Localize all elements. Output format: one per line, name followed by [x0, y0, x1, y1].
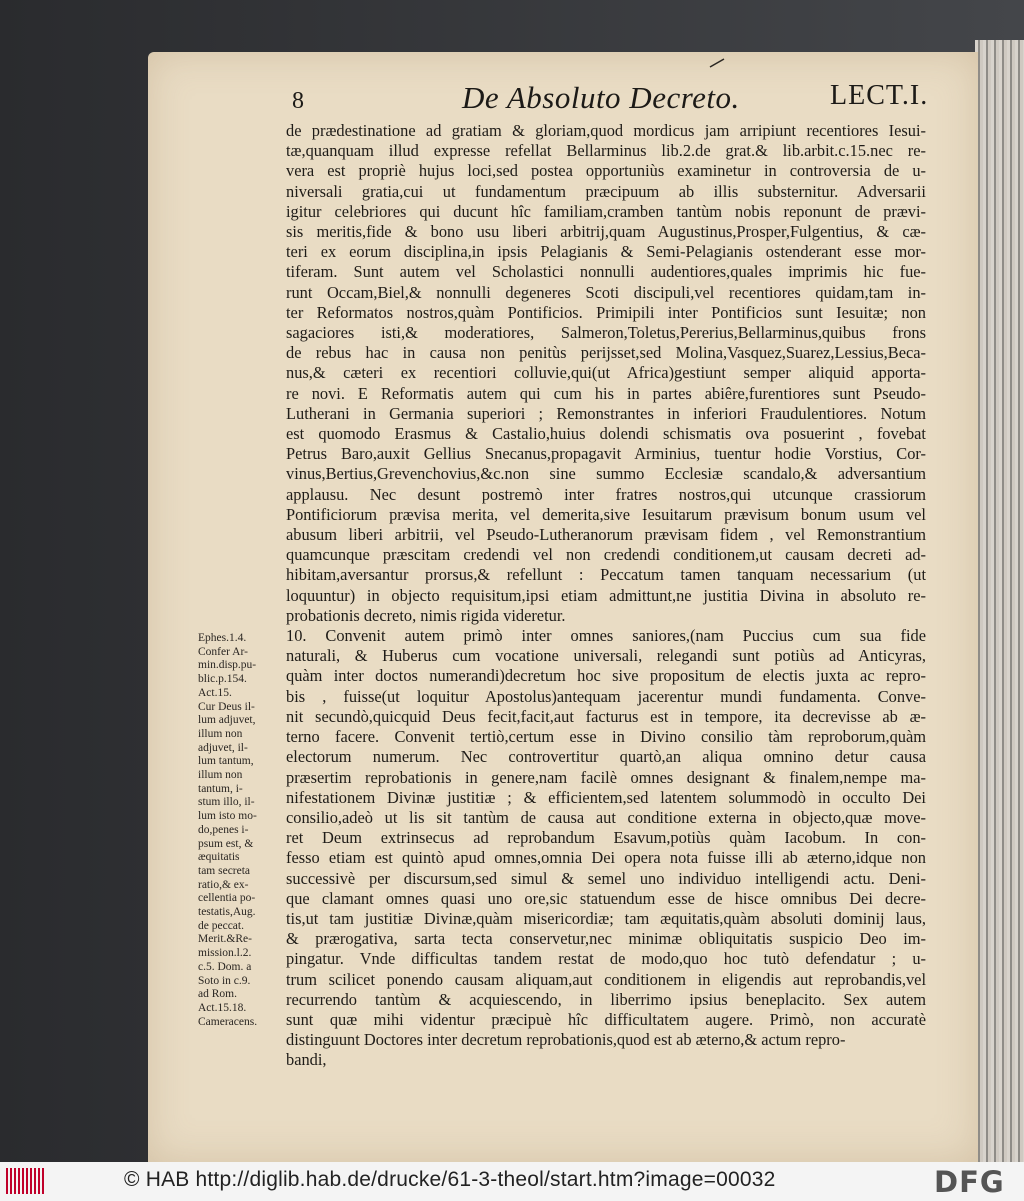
text-line: naturali, & Huberus cum vocatione universali, relegandi sunt potiùs ad Anticyras,	[286, 646, 926, 666]
margin-note-line: mission.l.2.	[198, 947, 252, 960]
text-line: sis meritis,fide & bono usu liberi arbitrij,quam Augustinus,Prosper,Fulgentius, & cæ-	[286, 222, 926, 242]
ink-mark	[708, 58, 726, 68]
margin-note-line: stum illo, il-	[198, 796, 255, 809]
margin-notes	[198, 632, 280, 1029]
text-line: Lutherani in Germania superiori ; Remonstrantes in inferiori Fraudulentiores. Notum	[286, 403, 926, 423]
text-line: tis,ut tam justitiæ Divinæ,quàm misericordiæ; tam æquitatis,quàm absoluti dominij laus,	[286, 908, 926, 928]
margin-note-line: ratio,& ex-	[198, 878, 249, 891]
text-line: quamcunque præscitam credendi vel non credendi conditionem,ut causam decreti ad-	[286, 545, 926, 565]
text-line: nifestationem Divinæ justitiæ ; & efficientem,sed latentem solummodò in occulto Dei	[286, 787, 926, 807]
text-line: pingatur. Vnde difficultas tandem restat de modo,quo hoc tutò defendatur ; u-	[286, 949, 926, 969]
margin-note-line: de peccat.	[198, 919, 244, 932]
text-line: vinus,Bertius,Grevenchovius,&c.non sine summo Ecclesiæ scandalo,& adversantium	[286, 464, 926, 484]
margin-note-line: illum non	[198, 769, 243, 782]
margin-note-line: Soto in c.9.	[198, 974, 251, 987]
margin-note-line: tantum, i-	[198, 782, 243, 795]
text-line: Petrus Baro,auxit Gellius Snecanus,propagavit Arminius, tuentur hodie Vorstius, Cor-	[286, 444, 926, 464]
margin-note-line: adjuvet, il-	[198, 741, 248, 754]
margin-note-line: Act.15.18.	[198, 1001, 247, 1014]
text-line: igitur celebriores qui ducunt hîc familiam,cramben tantùm nobis reponunt de prævi-	[286, 201, 926, 221]
text-line: applausu. Nec desunt postremò inter fratres nostros,qui utcunque crassiorum	[286, 484, 926, 504]
margin-note-line: Confer Ar-	[198, 645, 248, 658]
text-line: terno facere. Convenit tertiò,certum esse in Divino consilio tàm reproborum,quàm	[286, 727, 926, 747]
barcode-icon	[6, 1168, 46, 1194]
text-line: electorum numerum. Nec controvertitur quartò,an aliqua omnino detur causa	[286, 747, 926, 767]
margin-note-line: min.disp.pu-	[198, 659, 257, 672]
copyright-link[interactable]: © HAB http://diglib.hab.de/drucke/61-3-theol/start.htm?image=00032	[124, 1168, 776, 1191]
text-line: ret Deum extrinsecus ad reprobandum Esavum,potiùs quàm Iacobum. In con-	[286, 828, 926, 848]
page-number: 8	[292, 88, 304, 114]
text-line: consilio,adeò ut lis sit tantùm de causa aut conditione externa in objecto,quæ move-	[286, 807, 926, 827]
text-line: teri ex eorum disciplina,in ipsis Pelagianis & Semi-Pelagianis ostenderant esse mor-	[286, 242, 926, 262]
margin-note-line: lum isto mo-	[198, 810, 257, 823]
book-gutter	[975, 40, 1024, 1162]
text-line: loquuntur) in objecto requisitum,ipsi etiam admittunt,ne justitia Divina in absoluto re-	[286, 585, 926, 605]
text-line: de prædestinatione ad gratiam & gloriam,quod mordicus jam arripiunt recentiores Iesui-	[286, 121, 926, 140]
margin-note-line: illum non	[198, 727, 243, 740]
margin-note-line: ad Rom.	[198, 988, 237, 1001]
text-line: tiferam. Sunt autem vel Scholastici nonnulli audentiores,quales imprimis hic fue-	[286, 262, 926, 282]
text-line: probationis decreto, nimis rigida videretur.	[286, 605, 566, 625]
text-line: de rebus hac in causa non penitùs perijsset,sed Molina,Vasquez,Suarez,Lessius,Beca-	[286, 343, 926, 363]
text-line: tæ,quanquam illud expresse refellat Bellarminus lib.2.de grat.& lib.arbit.c.15.nec re-	[286, 141, 926, 161]
text-line: sunt quæ mihi videntur præcipuè hîc difficultatem augere. Primò, non accuratè	[286, 1009, 926, 1029]
margin-note-line: testatis,Aug.	[198, 906, 256, 919]
body-text	[286, 121, 926, 1071]
margin-note-line: Cur Deus il-	[198, 700, 255, 713]
text-line: sagaciores isti,& moderatiores, Salmeron,Toletus,Pererius,Bellarminus,quibus frons	[286, 323, 926, 343]
margin-note-line: lum tantum,	[198, 755, 254, 768]
text-line: Pontificiorum prævisa merita, vel demerita,sive Iesuitarum prævisum bonum usum vel	[286, 504, 926, 524]
text-line: distinguunt Doctores inter decretum reprobationis,quod est ab æterno,& actum repro-	[286, 1030, 846, 1050]
text-line: fesso etiam est quintò apud omnes,omnia Dei opera nota fuisse illi ab æterno,idque non	[286, 848, 926, 868]
text-line: abusum liberi arbitrii, vel Pseudo-Lutheranorum prævisam fidem , vel Remonstrantium	[286, 525, 926, 545]
text-line: quàm inter doctos numerandi)decretum hoc sive propositum de electis juxta ac repro-	[286, 666, 926, 686]
text-line: bandi,	[286, 1050, 327, 1070]
margin-note-line: lum adjuvet,	[198, 714, 256, 727]
text-line: que clamant omnes quasi uno ore,sic statuendum esse de hisce omnibus Dei decre-	[286, 888, 926, 908]
margin-note-line: psum est, &	[198, 837, 254, 850]
margin-note-line: Act.15.	[198, 686, 232, 699]
text-line: bis , fuisse(ut loquitur Apostolus)antequam jacerentur mundi fundamenta. Conve-	[286, 686, 926, 706]
text-line: successivè per discursum,sed simul & semel uno individuo intelligendi actu. Deni-	[286, 868, 926, 888]
text-line: niversali gratia,cui ut fundamentum præcipuum ab illis substernitur. Adversarii	[286, 181, 926, 201]
section-label: LECT.I.	[830, 80, 929, 111]
dfg-logo: DFG	[934, 1165, 1005, 1199]
text-line: & prærogativa, sarta tecta conservetur,nec minimæ obliquitatis suspicio Deo im-	[286, 929, 926, 949]
margin-note-line: c.5. Dom. a	[198, 960, 252, 973]
text-line: nit secundò,quicquid Deus fecit,facit,aut facturus est in tempore, ita decrevisse ab æ-	[286, 706, 926, 726]
margin-note-line: Merit.&Re-	[198, 933, 252, 946]
margin-note-line: Ephes.1.4.	[198, 632, 247, 644]
text-line: hibitam,aversantur prorsus,& refellunt : Peccatum tamen tanquam necessarium (ut	[286, 565, 926, 585]
margin-note-line: cellentia po-	[198, 892, 256, 905]
margin-note-line: blic.p.154.	[198, 673, 247, 686]
text-line: nus,& cæteri ex recentiori colluvie,qui(ut Africa)gestiunt semper aliquid apporta-	[286, 363, 926, 383]
text-line: 10. Convenit autem primò inter omnes saniores,(nam Puccius cum sua fide	[286, 626, 926, 646]
margin-note-line: æquitatis	[198, 851, 240, 864]
margin-note-line: tam secreta	[198, 864, 251, 877]
text-line: est quomodo Erasmus & Castalio,huius dolendi schismatis ova posuerint , fovebat	[286, 424, 926, 444]
text-line: ter Reformatos nostros,quàm Pontificios. Primipili inter Pontificios sunt Iesuitæ; non	[286, 302, 926, 322]
text-line: vera est propriè hujus loci,sed postea opportuniùs examinetur in controversia de u-	[286, 161, 926, 181]
text-line: trum scilicet ponendo causam aliquam,aut conditionem in eligendis aut reprobandis,vel	[286, 969, 926, 989]
text-line: re novi. E Reformatis autem qui cum his in partes abiêre,furentiores sunt Pseudo-	[286, 383, 926, 403]
running-title: De Absoluto Decreto.	[462, 80, 740, 115]
text-line: præsertim reprobationis in genere,nam facilè omnes designant & finalem,nempe ma-	[286, 767, 926, 787]
footer-bar	[0, 1162, 1024, 1201]
margin-note-line: do,penes i-	[198, 823, 249, 836]
text-line: recurrendo tantùm & acquiescendo, in liberrimo ipsius beneplacito. Sex autem	[286, 989, 926, 1009]
text-line: runt Occam,Biel,& nonnulli degeneres Scoti discipuli,vel recentiores quidam,tam in-	[286, 282, 926, 302]
margin-note-line: Cameracens.	[198, 1015, 258, 1028]
